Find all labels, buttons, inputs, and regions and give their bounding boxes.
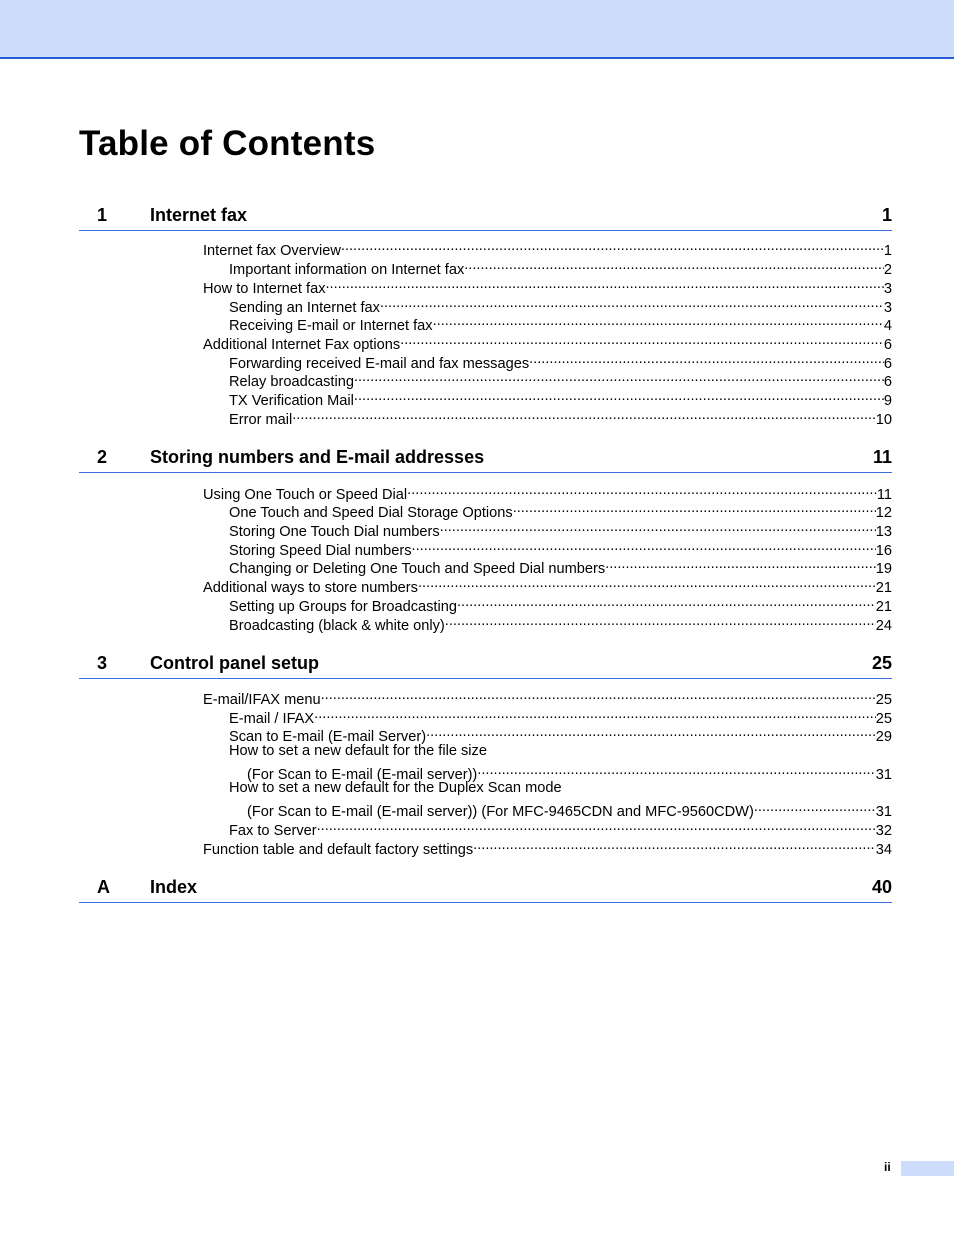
chapter-title: Control panel setup (150, 653, 320, 673)
toc-entry[interactable]: Additional ways to store numbers ..... 21 (203, 574, 892, 592)
toc-entry[interactable]: Storing Speed Dial numbers ..... 16 (203, 537, 892, 555)
toc-entry[interactable]: Setting up Groups for Broadcasting ..... 21 (203, 593, 892, 611)
toc-entry[interactable]: Fax to Server ..... 32 (203, 817, 892, 835)
chapter-number: 2 (97, 447, 108, 467)
chapter-title: Index (150, 877, 198, 897)
toc-entry[interactable]: How to set a new default for the Duplex Scan mode (229, 780, 562, 796)
toc-entry[interactable]: E-mail / IFAX ..... 25 (203, 705, 892, 723)
chapter-heading-a[interactable] (79, 872, 892, 903)
toc-entry[interactable]: Receiving E-mail or Internet fax ..... 4 (203, 312, 892, 330)
toc-entry[interactable]: Changing or Deleting One Touch and Speed Dial numbers ..... 19 (203, 555, 892, 573)
toc-entry[interactable]: Forwarding received E-mail and fax messages ..... 6 (203, 350, 892, 368)
toc-entry[interactable]: Storing One Touch Dial numbers ..... 13 (203, 518, 892, 536)
chapter-title: Internet fax (150, 205, 248, 225)
toc-entry[interactable]: How to set a new default for the file size (229, 743, 487, 759)
chapter-heading-2[interactable] (79, 442, 892, 473)
toc-entry[interactable]: Sending an Internet fax ..... 3 (203, 294, 892, 312)
page-number: ii (884, 1160, 891, 1174)
chapter-page: 1 (881, 205, 892, 225)
toc-entry[interactable]: Relay broadcasting ..... 6 (203, 368, 892, 386)
toc-entry[interactable]: (For Scan to E-mail (E-mail server)) (For MFC-9465CDN and MFC-9560CDW) ..... 31 (203, 798, 892, 816)
chapter-page: 40 (871, 877, 892, 897)
toc-entry[interactable]: Broadcasting (black & white only) ..... 24 (203, 612, 892, 630)
toc-entry[interactable]: Function table and default factory settings ..... 34 (203, 836, 892, 854)
toc-entry[interactable]: Using One Touch or Speed Dial ..... 11 (203, 481, 892, 499)
toc-entry[interactable]: One Touch and Speed Dial Storage Options ..... 12 (203, 499, 892, 517)
toc-entry[interactable]: Additional Internet Fax options ..... 6 (203, 331, 892, 349)
toc-entry[interactable]: Internet fax Overview ..... 1 (203, 237, 892, 255)
chapter-title: Storing numbers and E-mail addresses (150, 447, 485, 467)
toc-entry[interactable]: Error mail ..... 10 (203, 406, 892, 424)
chapter-number: 1 (97, 205, 108, 225)
toc-entry[interactable]: (For Scan to E-mail (E-mail server)) ..... 31 (203, 761, 892, 779)
toc-entry[interactable]: E-mail/IFAX menu ..... 25 (203, 686, 892, 704)
toc-entry[interactable]: Scan to E-mail (E-mail Server) ..... 29 (203, 723, 892, 741)
chapter-heading-1[interactable] (79, 200, 892, 231)
toc-entry[interactable]: Important information on Internet fax ..... 2 (203, 256, 892, 274)
chapter-page: 11 (872, 447, 892, 467)
toc-entry[interactable]: How to Internet fax ..... 3 (203, 275, 892, 293)
footer-tab (901, 1161, 954, 1176)
chapter-number: A (97, 877, 110, 897)
toc-entry[interactable]: TX Verification Mail ..... 9 (203, 387, 892, 405)
header-band (0, 0, 954, 59)
chapter-number: 3 (97, 653, 108, 673)
chapter-heading-3[interactable] (79, 648, 892, 679)
page-title: Table of Contents (79, 124, 376, 163)
chapter-page: 25 (871, 653, 892, 673)
